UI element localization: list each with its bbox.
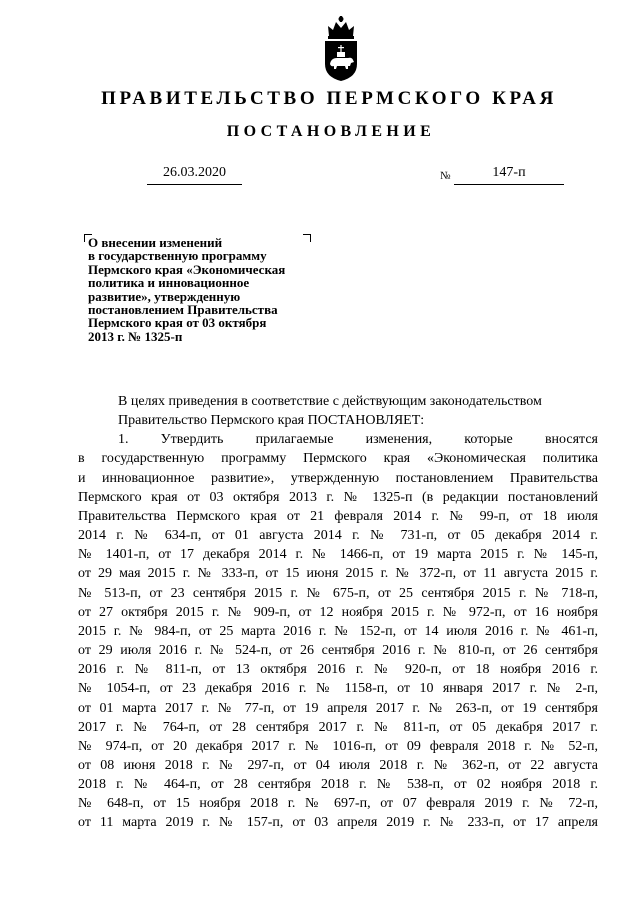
decree-date: 26.03.2020 xyxy=(147,162,242,185)
item-1-line: от 11 марта 2019 г. № 157-п, от 03 апреля 2019 г. № 233-п, от 17 апреля xyxy=(78,815,598,831)
intro-line: Правительство Пермского края ПОСТАНОВЛЯЕТ: xyxy=(118,413,425,429)
decree-subject xyxy=(88,236,328,343)
item-1-line: 2014 г. № 634-п, от 01 августа 2014 г. № 731-п, от 05 декабря 2014 г. xyxy=(78,528,598,544)
subject-line: Пермского края от 03 октября xyxy=(88,315,267,331)
item-1-line: № 1054-п, от 23 декабря 2016 г. № 1158-п, от 10 января 2017 г. № 2-п, xyxy=(78,681,598,697)
number-sign: № xyxy=(440,170,451,182)
document-type-title: ПОСТАНОВЛЕНИЕ xyxy=(226,123,436,140)
item-1-line: 2016 г. № 811-п, от 13 октября 2016 г. № 920-п, от 18 ноября 2016 г. xyxy=(78,662,598,678)
item-1-line: № 974-п, от 20 декабря 2017 г. № 1016-п, от 09 февраля 2018 г. № 52-п, xyxy=(78,738,598,754)
intro-line: В целях приведения в соответствие с действующим законодательством xyxy=(118,394,542,409)
item-1-line: 2018 г. № 464-п, от 28 сентября 2018 г. № 538-п, от 02 ноября 2018 г. xyxy=(78,777,598,793)
coat-of-arms-icon xyxy=(321,14,361,82)
item-1-line: от 27 октября 2015 г. № 909-п, от 12 ноября 2015 г. № 972-п, от 16 ноября xyxy=(78,604,598,620)
subject-line: 2013 г. № 1325-п xyxy=(88,328,183,344)
item-1-line: в государственную программу Пермского края «Экономическая политика xyxy=(78,451,598,467)
subject-line: в государственную программу xyxy=(88,248,267,264)
government-title: ПРАВИТЕЛЬСТВО ПЕРМСКОГО КРАЯ xyxy=(101,88,557,109)
item-1-line: Пермского края от 03 октября 2013 г. № 1325-п (в редакции постановлений xyxy=(78,489,598,505)
item-1-paragraph xyxy=(78,430,598,832)
item-1-line: от 29 июля 2016 г. № 524-п, от 26 сентября 2016 г. № 810-п, от 26 сентября xyxy=(78,643,598,659)
subject-line: политика и инновационное xyxy=(88,275,250,291)
item-1-line: 1. Утвердить прилагаемые изменения, которые вносятся xyxy=(118,432,598,448)
item-1-line: Правительства Пермского края от 21 февраля 2014 г. № 99-п, от 18 июля xyxy=(78,508,598,524)
item-1-line: 2015 г. № 984-п, от 25 марта 2016 г. № 152-п, от 14 июля 2016 г. № 461-п, xyxy=(78,623,598,639)
decree-number: 147-п xyxy=(454,162,564,185)
item-1-line: № 513-п, от 23 сентября 2015 г. № 675-п, от 25 сентября 2015 г. № 718-п, xyxy=(78,585,598,601)
subject-line: развитие», утвержденную xyxy=(88,288,241,304)
item-1-line: от 01 марта 2017 г. № 77-п, от 19 апреля 2017 г. № 263-п, от 19 сентября xyxy=(78,700,598,716)
subject-line: постановлением Правительства xyxy=(88,302,278,318)
decree-body xyxy=(78,392,598,833)
item-1-line: от 08 июня 2018 г. № 297-п, от 04 июля 2018 г. № 362-п, от 22 августа xyxy=(78,757,598,773)
item-1-line: от 29 мая 2015 г. № 333-п, от 15 июня 2015 г. № 372-п, от 11 августа 2015 г. xyxy=(78,566,598,582)
item-1-line: № 1401-п, от 17 декабря 2014 г. № 1466-п, от 19 марта 2015 г. № 145-п, xyxy=(78,547,598,563)
item-1-line: и инновационное развитие», утвержденную постановлением Правительства xyxy=(78,470,598,486)
subject-line: О внесении изменений xyxy=(88,235,223,250)
subject-line: Пермского края «Экономическая xyxy=(88,261,286,277)
item-1-line: 2017 г. № 764-п, от 28 сентября 2017 г. № 811-п, от 05 декабря 2017 г. xyxy=(78,719,598,735)
item-1-line: № 648-п, от 15 ноября 2018 г. № 697-п, от 07 февраля 2019 г. № 72-п, xyxy=(78,796,598,812)
